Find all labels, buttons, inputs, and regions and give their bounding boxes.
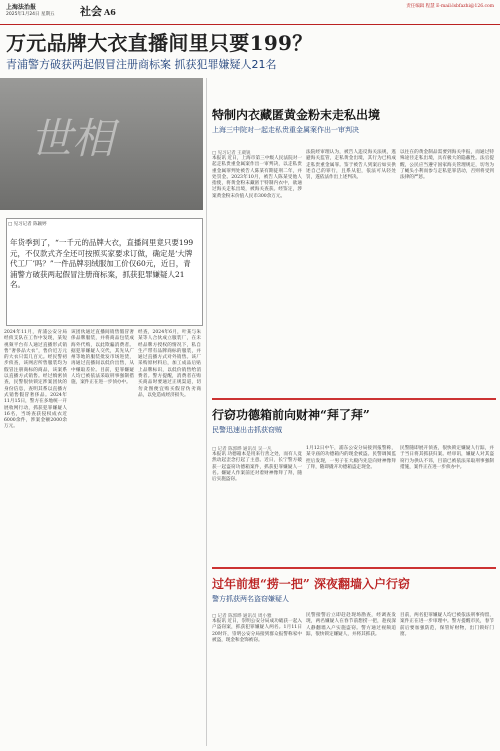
article-2-subtitle: 民警迅速出击抓获窃贼 [212,426,282,434]
article-2-title: 行窃功德箱前向财神“拜了拜” [212,408,370,422]
section-label: 社会 [80,5,102,18]
section-rule-2 [212,567,496,569]
editor-info [406,4,494,10]
article-3-column-1 [212,613,302,644]
article-gold-smuggling [212,106,496,135]
lead-paragraph: 年货季到了，“一千元的品牌大衣，直播间里竟只要199元，不仅款式齐全还可按照买家要求订做，确定是‘大牌代工厂’吗？”一件品牌羽绒服加工价仅60元，近日，青浦警方破获两起假冒注册商标案，抓获犯罪嫌疑人21名。 [10,238,194,289]
article-1-column-3 [400,150,494,181]
article-3-subtitle: 警方抓获两名盗窃嫌疑人 [212,595,289,603]
article-2-column-1 [212,446,302,483]
editor-line: 责任编辑 程慧 E-mail:lsbfazhi@126.com [406,4,494,9]
article-3-title: 过年前想“捞一把” 深夜翻墙入户行窃 [212,577,410,591]
article-1-text-1: 本报讯 近日，上海市第三中级人民法院对一起走私贵重金属案作出一审判决，以走私贵重金属罪判处被告人陈某有期徒刑二年，并处罚金。2023年10月，被告人陈某受他人指使，将黄金粉末藏匿于特制内衣中，欲通过海关走私出境，被海关查获。经鉴定，涉案黄金粉末价值人民币300余万元。 [212,156,302,199]
main-column-2-text: 该团伙通过直播间销售假冒奢侈品牌服装，并将商品包装成海外代购，以此欺骗消费者。据犯罪嫌疑人交代，其先从广州等地的服装批发市场进货，再通过直播间以低价出售，从中赚取差价。目前，犯罪嫌疑人均已被依法采取刑事强制措施，案件正在进一步侦办中。 [71,330,134,386]
article-3-column-3 [400,613,494,638]
article-3-text-2: 民警接警后立即赶赴现场勘查，经调查发现，两名嫌疑人在春节前想捞一把，趁夜深人静翻墙入户实施盗窃。警方通过视频追踪，很快锁定嫌疑人，并将其抓获。 [306,613,396,637]
article-2-byline: □ 记者 陈郭晔 通讯员 吴一凡 [212,447,272,452]
article-1-subtitle: 上海三中院对一起走私贵重金属案作出一审判决 [212,126,359,134]
article-home-burglary [212,575,496,604]
article-1-title: 特制内衣藏匿黄金粉末走私出境 [212,108,381,122]
article-1-text-2: 法院经审理认为，被告人违反海关法规，逃避海关监管，走私黄金出境，其行为已构成走私贵重金属罪。鉴于被告人到案后如实供述自己的罪行，且系从犯，依法可从轻处罚，遂依法作出上述判决。 [306,150,396,181]
page-header [0,0,500,25]
photo-watermark: 世相 [30,114,115,163]
section-name [80,3,116,19]
main-column-2 [71,330,134,387]
article-3-column-2 [306,613,396,638]
main-column-3-text: 经查，2024年6月，叶某与朱某等人合伙成立服装厂，在未经品牌方授权的情况下，私自生产带有品牌商标的服装，并通过直播方式对外销售。该厂采购原材料后，加工成品后贴上品牌标识，以低价销售给消费者。警方提醒，消费者在购买商品时要通过正规渠道，切勿贪图便宜购买假冒伪劣商品，以免造成经济损失。 [138,330,201,398]
main-headline: 万元品牌大衣直播间里只要199？ [6,31,313,55]
newspaper-brand: 上海法治报 [6,4,37,11]
article-2-text-2: 1月12日中午，浦东公安分局接到报警称，某寺庙的功德箱内的现金被盗。民警调阅监控后发现，一男子在大殿内先是向财神像拜了拜，随即撬开功德箱盗走现金。 [306,446,396,470]
main-byline: □ 见习记者 陈颖婷 [8,222,47,227]
article-3-text-1: 本报讯 近日，崇明公安分局成功破获一起入户盗窃案，抓获犯罪嫌疑人两名。1月11日20时许，崇明公安分局接到群众报警称家中被盗，现金和金饰被窃。 [212,619,302,643]
issue-date: 2025年1月24日 星期五 [6,12,55,17]
main-column-1-text: 2024年11月，青浦公安分局经侦支队在工作中发现，某短视频平台有人通过直播形式销售“奢侈品大衣”，售价近万元的大衣只需几百元。经民警初步侦查，该网店所售服装均为假冒注册商标的商品，该案系以直播方式销售。经过缜密侦查，民警很快锁定涉案团伙的身份信息，查明其系以直播方式销售假冒奢侈品。2024年11月15日，警方在多地统一开展收网行动，抓获犯罪嫌疑人16名，当场查获侵权成衣近6000余件，涉案金额2000余万元。 [4,330,67,430]
article-donation-box-theft [212,406,496,435]
article-1-column-1 [212,150,302,200]
article-2-column-2 [306,446,396,471]
article-1-text-3: 以往在的黄金制品需要到海关申报，而通过特殊途径走私出境，具有极大的隐蔽性。法官提醒，公民应当遵守国家海关管理规定，切勿为了蝇头小利而参与走私犯罪活动，否则将受到法律的严惩。 [400,150,494,181]
main-photo [0,78,203,210]
page-number: A6 [104,7,116,17]
main-column-1 [4,330,67,431]
article-2-text-1: 本报讯 功德箱本是用来行善之处，而有人竟然动起歪念打起了主意。近日，长宁警方破获一起盗窃功德箱案件，抓获犯罪嫌疑人一名。嫌疑人作案前还对着财神像拜了拜，随后实施盗窃。 [212,452,302,483]
article-2-column-3 [400,446,494,471]
article-3-text-3: 目前，两名犯罪嫌疑人均已被依法刑事拘留，案件正在进一步审理中。警方提醒市民，春节前后要加强防范，保管好财物，出门锁好门窗。 [400,613,494,637]
section-rule-1 [212,398,496,400]
article-1-column-2 [306,150,396,181]
main-column-3 [138,330,201,399]
column-divider [206,78,207,746]
main-subheadline: 青浦警方破获两起假冒注册商标案 抓获犯罪嫌疑人21名 [6,58,277,71]
article-2-text-3: 民警随即展开侦查，很快锁定嫌疑人行踪，并于当日将其抓获归案。经审讯，嫌疑人对其盗窃行为供认不讳，目前已被依法采取刑事强制措施，案件正在进一步侦办中。 [400,446,494,470]
article-1-byline: □ 见习记者 王葳锐 [212,151,251,156]
article-3-byline: □ 记者 陈郭晔 通讯员 周小雅 [212,614,272,619]
